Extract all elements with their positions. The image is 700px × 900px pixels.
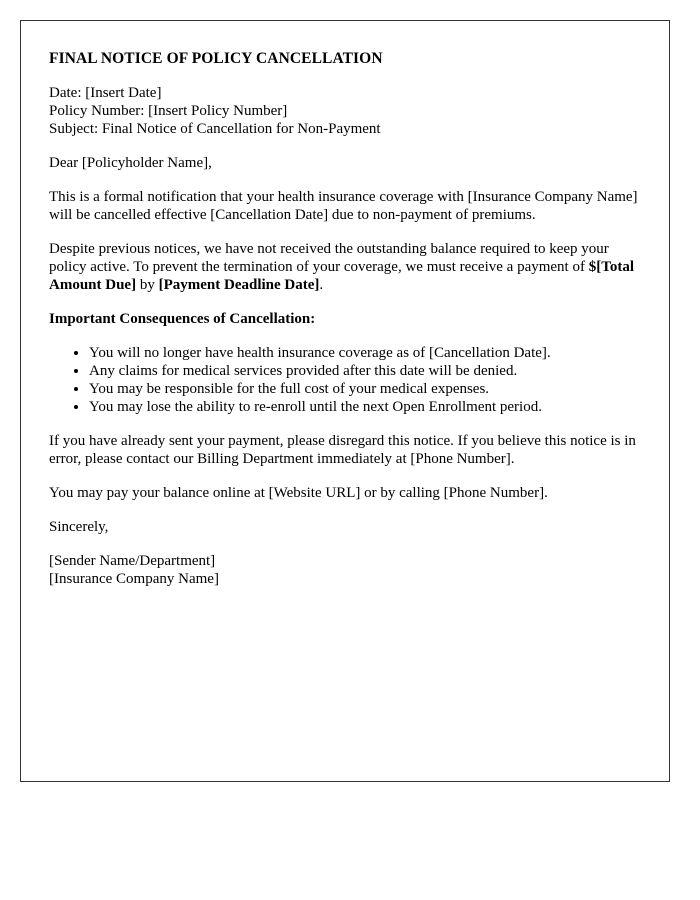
letter-meta <box>49 84 649 138</box>
payment-options-paragraph: You may pay your balance online at [Website URL] or by calling [Phone Number]. <box>49 485 548 501</box>
subject-line: Subject: Final Notice of Cancellation for Non-Payment <box>49 121 381 137</box>
closing: Sincerely, <box>49 519 109 535</box>
consequences-list <box>49 344 649 416</box>
company-name: [Insurance Company Name] <box>49 571 219 587</box>
payment-paragraph-by: by <box>136 277 159 293</box>
greeting: Dear [Policyholder Name], <box>49 155 212 171</box>
payment-paragraph-end: . <box>319 277 324 293</box>
list-item: • Any claims for medical services provided after this date will be denied. <box>89 362 649 380</box>
list-item: • You may be responsible for the full cost of your medical expenses. <box>89 380 649 398</box>
list-item: • You may lose the ability to re-enroll until the next Open Enrollment period. <box>89 398 649 416</box>
letter-container <box>20 20 670 782</box>
disregard-paragraph: If you have already sent your payment, please disregard this notice. If you believe this notice is in error, please contact our Billing Department immediately at [Phone Number]. <box>49 433 636 467</box>
letter-title: FINAL NOTICE OF POLICY CANCELLATION <box>49 50 383 67</box>
payment-deadline: [Payment Deadline Date] <box>158 277 320 293</box>
amount-due: $[Total Amount Due] <box>49 259 635 293</box>
policy-number-line: Policy Number: [Insert Policy Number] <box>49 103 288 119</box>
sender-name: [Sender Name/Department] <box>49 553 216 569</box>
notification-paragraph: This is a formal notification that your health insurance coverage with [Insurance Company Name] will be cancelled effective [Cancellation Date] due to non-payment of premiums. <box>49 189 638 223</box>
consequences-heading: Important Consequences of Cancellation: <box>49 311 316 327</box>
list-item: • You will no longer have health insurance coverage as of [Cancellation Date]. <box>89 344 649 362</box>
date-line: Date: [Insert Date] <box>49 85 162 101</box>
payment-paragraph <box>49 240 649 294</box>
payment-paragraph-intro: Despite previous notices, we have not received the outstanding balance required to keep your policy active. To prevent the termination of your coverage, we must receive a payment of <box>49 241 609 275</box>
